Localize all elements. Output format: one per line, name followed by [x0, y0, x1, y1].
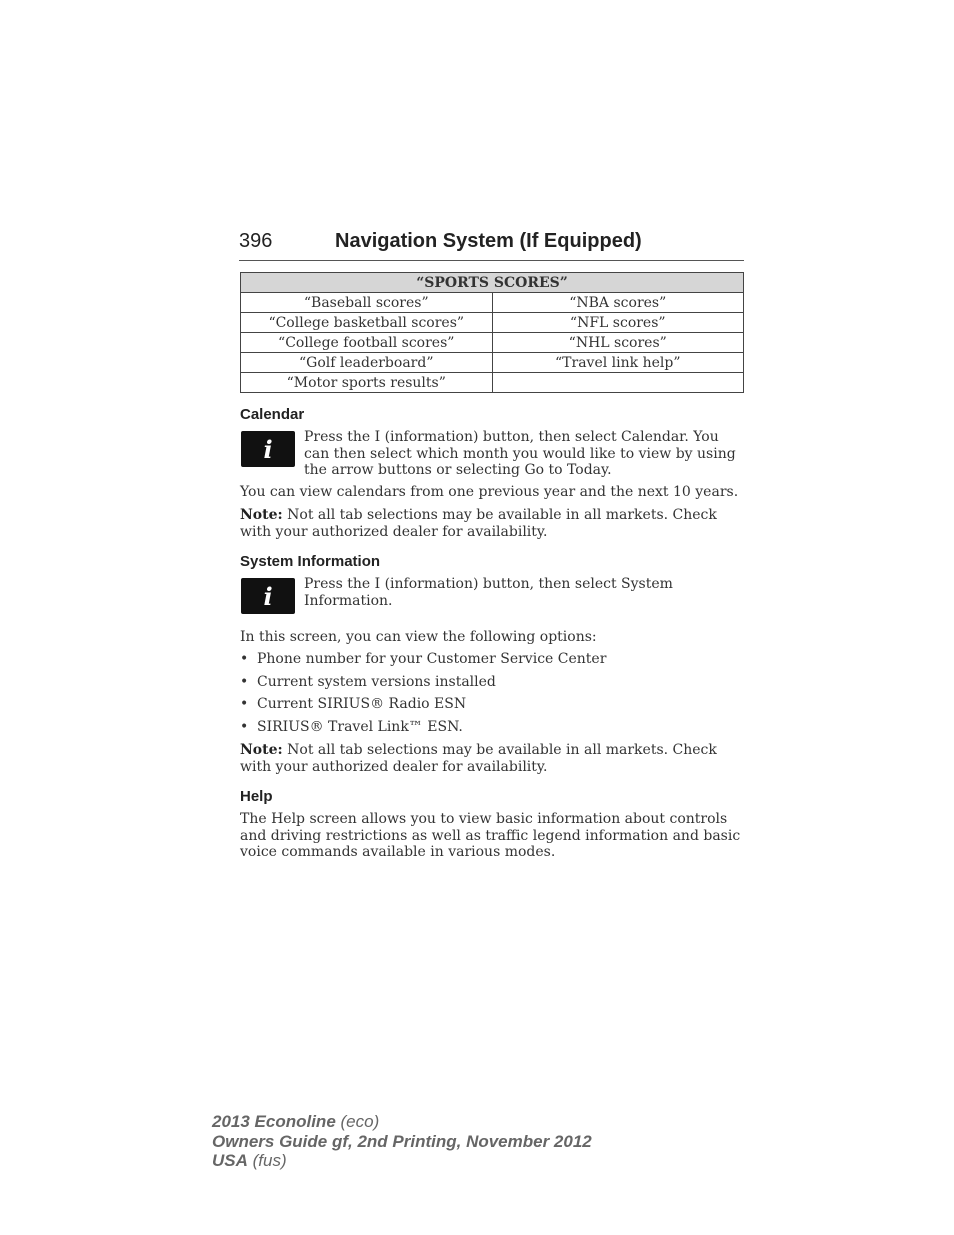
list-item: • SIRIUS® Travel Link™ ESN. — [240, 719, 463, 735]
table-row — [241, 293, 744, 313]
note-label: Note: — [240, 507, 283, 523]
system-information-heading: System Information — [240, 553, 381, 570]
system-information-intro: In this screen, you can view the following options: — [240, 629, 597, 645]
page-header — [239, 228, 744, 261]
calendar-instruction: Press the I (information) button, then select Calendar. You can then select which month you would like to view by using the arrow buttons or selecting Go to Today. — [304, 429, 736, 478]
information-icon: i — [241, 578, 295, 614]
table-header: “SPORTS SCORES” — [241, 273, 744, 293]
note-text: Not all tab selections may be available in all markets. Check with your authorized dealer for availability. — [240, 742, 717, 775]
help-heading: Help — [240, 788, 273, 805]
help-body: The Help screen allows you to view basic information about controls and driving restrictions as well as traffic legend information and basic voice commands available in various modes. — [240, 811, 741, 860]
note-label: Note: — [240, 742, 283, 758]
table-cell: “Travel link help” — [492, 353, 744, 373]
calendar-heading: Calendar — [240, 406, 305, 423]
page-title: Navigation System (If Equipped) — [335, 230, 642, 252]
table-cell: “College basketball scores” — [241, 313, 493, 333]
page-number: 396 — [239, 230, 273, 252]
table-cell: “College football scores” — [241, 333, 493, 353]
table-cell: “Motor sports results” — [241, 373, 493, 393]
table-cell — [492, 373, 744, 393]
table-row — [241, 373, 744, 393]
list-item: • Current SIRIUS® Radio ESN — [240, 696, 467, 712]
calendar-note — [240, 507, 745, 540]
table-cell: “NFL scores” — [492, 313, 744, 333]
table-row — [241, 313, 744, 333]
table-row — [241, 333, 744, 353]
table-cell: “Golf leaderboard” — [241, 353, 493, 373]
sports-scores-table — [240, 272, 744, 393]
system-information-instruction: Press the I (information) button, then select System Information. — [304, 576, 673, 609]
note-text: Not all tab selections may be available in all markets. Check with your authorized dealer for availability. — [240, 507, 717, 540]
table-row — [241, 353, 744, 373]
page-footer: 2013 Econoline (eco) Owners Guide gf, 2nd Printing, November 2012 USA (fus) — [212, 1112, 592, 1170]
table-cell: “NHL scores” — [492, 333, 744, 353]
information-icon: i — [241, 431, 295, 467]
table-cell: “Baseball scores” — [241, 293, 493, 313]
calendar-body: You can view calendars from one previous year and the next 10 years. — [240, 484, 739, 500]
list-item: • Current system versions installed — [240, 674, 496, 690]
table-cell: “NBA scores” — [492, 293, 744, 313]
system-information-note — [240, 742, 745, 775]
list-item: • Phone number for your Customer Service Center — [240, 651, 607, 667]
